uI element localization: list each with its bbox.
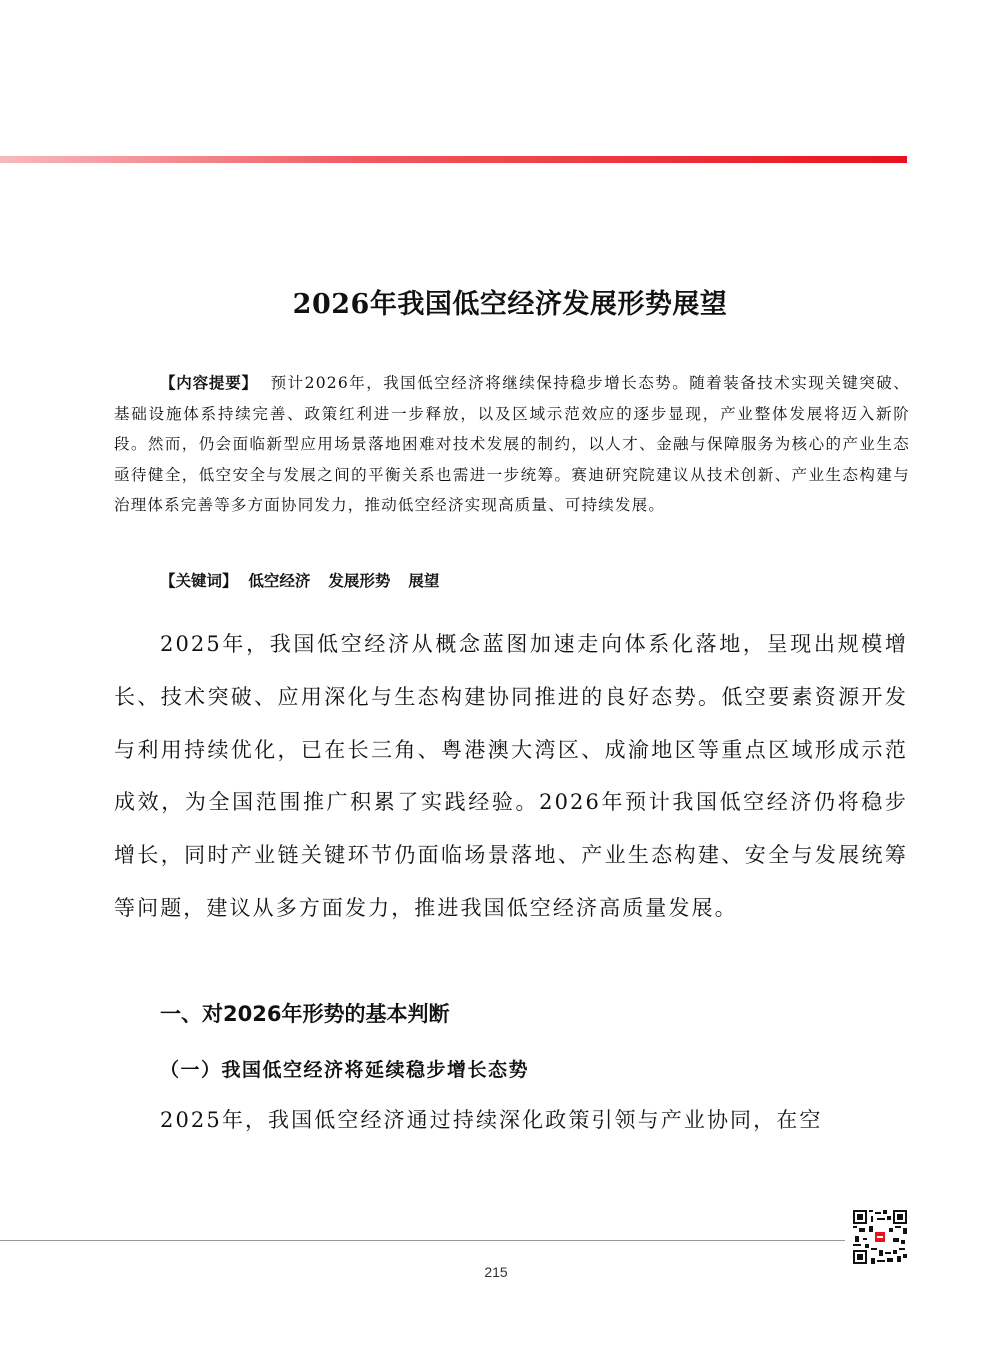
keyword-item: 低空经济	[248, 572, 311, 590]
header-red-rule	[0, 156, 907, 163]
abstract	[114, 368, 910, 521]
abstract-label: 【内容提要】	[160, 374, 258, 392]
keywords-label: 【关键词】	[160, 572, 238, 590]
footer-divider	[0, 1240, 845, 1241]
keyword-item: 发展形势	[328, 572, 391, 590]
body-paragraph: 2025年，我国低空经济从概念蓝图加速走向体系化落地，呈现出规模增长、技术突破、应用深化与生态构建协同推进的良好态势。低空要素资源开发与利用持续优化，已在长三角、粤港澳大湾区、成渝地区等重点区域形成示范成效，为全国范围推广积累了实践经验。2026年预计我国低空经济仍将稳步增长，同时产业链关键环节仍面临场景落地、产业生态构建、安全与发展统筹等问题，建议从多方面发力，推进我国低空经济高质量发展。	[114, 632, 908, 920]
subsection-heading: （一）我国低空经济将延续稳步增长态势	[160, 1059, 530, 1081]
keywords	[160, 566, 910, 596]
keyword-item: 展望	[408, 572, 440, 590]
article-title: 2026年我国低空经济发展形势展望	[292, 289, 728, 321]
body-paragraph: 2025年，我国低空经济通过持续深化政策引领与产业协同，在空	[160, 1108, 823, 1132]
page-number: 215	[484, 1264, 508, 1280]
section-heading: 一、对2026年形势的基本判断	[160, 1002, 450, 1026]
qr-code-icon	[853, 1210, 907, 1264]
abstract-text: 预计2026年，我国低空经济将继续保持稳步增长态势。随着装备技术实现关键突破、基础设施体系持续完善、政策红利进一步释放，以及区域示范效应的逐步显现，产业整体发展将迈入新阶段。然而，仍会面临新型应用场景落地困难对技术发展的制约，以人才、金融与保障服务为核心的产业生态亟待健全，低空安全与发展之间的平衡关系也需进一步统筹。赛迪研究院建议从技术创新、产业生态构建与治理体系完善等多方面协同发力，推动低空经济实现高质量、可持续发展。	[114, 374, 910, 514]
